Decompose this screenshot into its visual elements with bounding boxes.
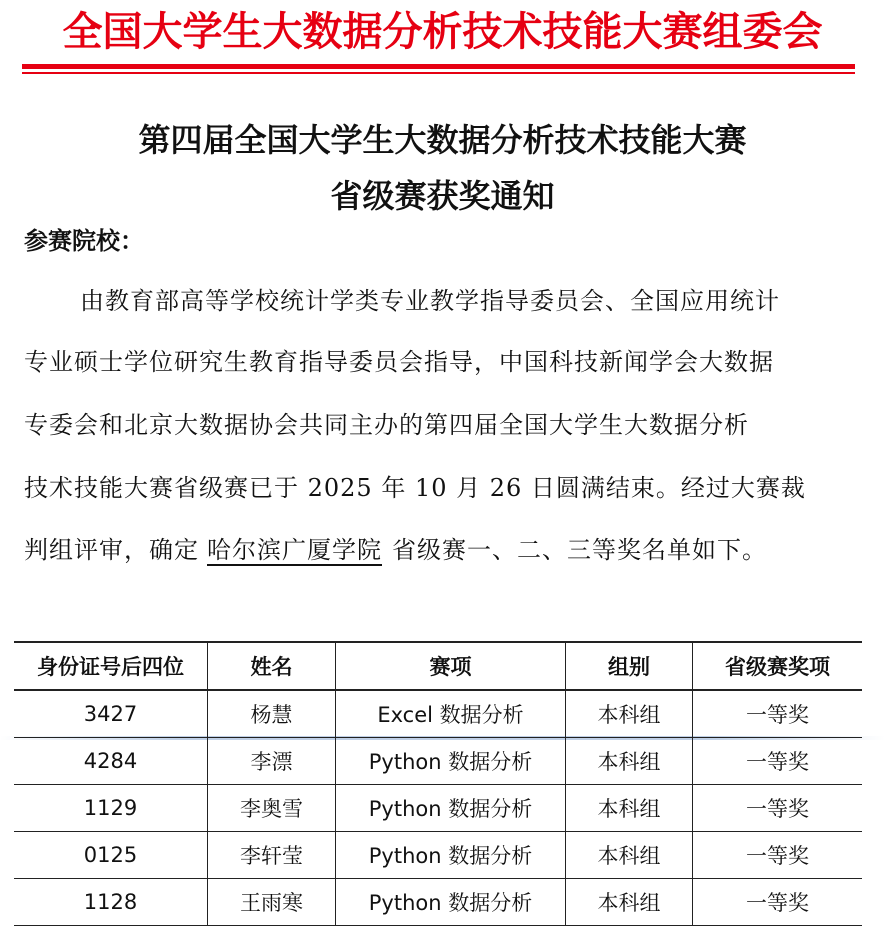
cell-id: 3427	[14, 690, 208, 738]
cell-name: 王雨寒	[208, 879, 336, 926]
cell-event: Python 数据分析	[336, 832, 566, 879]
body-line-5-suffix: 省级赛一、二、三等奖名单如下。	[392, 536, 767, 564]
body-line-3: 专委会和北京大数据协会共同主办的第四届全国大学生大数据分析	[24, 411, 749, 439]
cell-award: 一等奖	[693, 738, 863, 785]
notice-title-line2: 省级赛获奖通知	[330, 177, 555, 215]
cell-award: 一等奖	[693, 785, 863, 832]
cell-award: 一等奖	[693, 879, 863, 926]
table-row	[14, 738, 862, 785]
header-rule-thin	[22, 72, 855, 74]
header-group: 组别	[566, 642, 693, 690]
body-line-4: 技术技能大赛省级赛已于 2025 年 10 月 26 日圆满结束。经过大赛裁	[24, 474, 806, 502]
cell-group: 本科组	[566, 879, 693, 926]
school-name: 哈尔滨广厦学院	[207, 536, 382, 564]
cell-id: 1128	[14, 879, 208, 926]
notice-title-line1: 第四届全国大学生大数据分析技术技能大赛	[138, 121, 747, 159]
body-line-5	[24, 533, 864, 567]
header-award: 省级赛奖项	[693, 642, 863, 690]
header-id-last4: 身份证号后四位	[14, 642, 208, 690]
salutation: 参赛院校：	[24, 227, 144, 255]
awards-table	[14, 641, 862, 926]
table-row	[14, 832, 862, 879]
header-event: 赛项	[336, 642, 566, 690]
cell-event: Python 数据分析	[336, 785, 566, 832]
cell-id: 0125	[14, 832, 208, 879]
cell-id: 1129	[14, 785, 208, 832]
body-line-5-prefix: 判组评审，确定	[24, 536, 199, 564]
table-row	[14, 785, 862, 832]
cell-group: 本科组	[566, 690, 693, 738]
organization-header: 全国大学生大数据分析技术技能大赛组委会	[62, 9, 823, 55]
table-header-row	[14, 642, 862, 690]
cell-group: 本科组	[566, 832, 693, 879]
header-rule-thick	[22, 64, 855, 69]
body-line-2: 专业硕士学位研究生教育指导委员会指导，中国科技新闻学会大数据	[24, 348, 774, 376]
table-row	[14, 879, 862, 926]
cell-name: 杨慧	[208, 690, 336, 738]
cell-group: 本科组	[566, 785, 693, 832]
cell-name: 李轩莹	[208, 832, 336, 879]
cell-award: 一等奖	[693, 690, 863, 738]
cell-event: Python 数据分析	[336, 738, 566, 785]
cell-id: 4284	[14, 738, 208, 785]
cell-group: 本科组	[566, 738, 693, 785]
cell-award: 一等奖	[693, 832, 863, 879]
header-name: 姓名	[208, 642, 336, 690]
body-line-1: 由教育部高等学校统计学类专业教学指导委员会、全国应用统计	[80, 287, 780, 315]
cell-event: Excel 数据分析	[336, 690, 566, 738]
cell-event: Python 数据分析	[336, 879, 566, 926]
cell-name: 李漂	[208, 738, 336, 785]
cell-name: 李奥雪	[208, 785, 336, 832]
table-row	[14, 690, 862, 738]
